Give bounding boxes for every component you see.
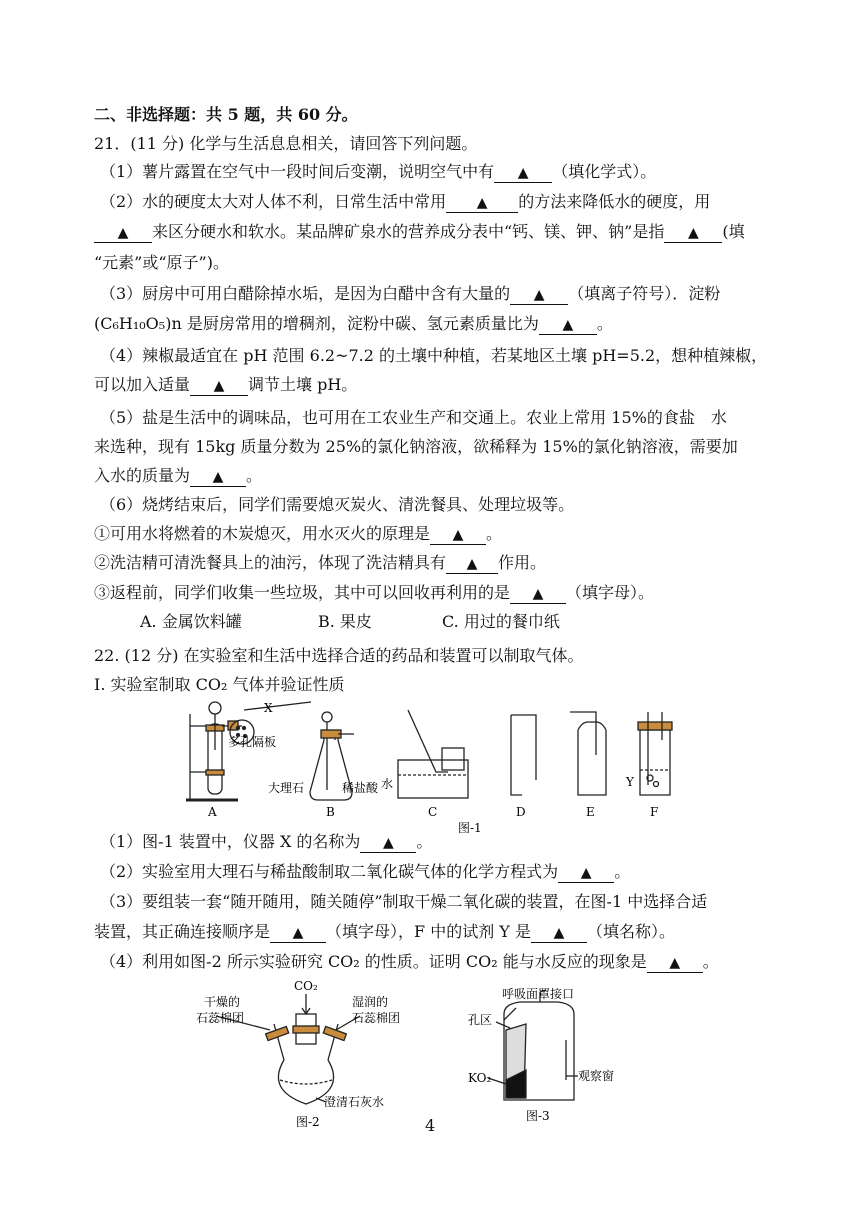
answer-blank[interactable]: ▲	[270, 924, 326, 943]
fig3-label-hole: 孔区	[468, 1013, 493, 1027]
fig1-label-y: Y	[626, 775, 634, 789]
q21-p2c: “元素”或“原子”)。	[94, 253, 229, 272]
q21-p2b: ▲ 来区分硬水和软水。某品牌矿泉水的营养成分表中“钙、镁、钾、钠”是指 ▲ (填	[94, 221, 745, 243]
fig2-label-lime: 澄清石灰水	[324, 1095, 385, 1109]
q22-p4: （4）利用如图-2 所示实验研究 CO₂ 的性质。证明 CO₂ 能与水反应的现象是 ▲ 。	[100, 952, 719, 971]
figure-2	[196, 980, 436, 1130]
fig2-label-wet-2: 石蕊棉团	[352, 1011, 401, 1025]
figure-3	[466, 980, 646, 1125]
fig3-caption: 图-3	[526, 1109, 550, 1123]
fig1-letter-e: E	[586, 805, 595, 819]
answer-blank[interactable]: ▲	[446, 555, 498, 574]
q22-p2: （2）实验室用大理石与稀盐酸制取二氧化碳气体的化学方程式为 ▲ 。	[100, 862, 631, 881]
q21-option-a[interactable]: A. 金属饮料罐	[140, 612, 242, 631]
q21-p5c: 入水的质量为 ▲ 。	[94, 466, 263, 485]
q21-p4b: 可以加入适量 ▲ 调节土壤 pH。	[94, 375, 358, 394]
q21-p2a: （2）水的硬度太大对人体不利，日常生活中常用 ▲ 的方法来降低水的硬度，用	[100, 192, 711, 211]
fig1-letter-f: F	[650, 805, 659, 819]
fig1-label-board: 多孔隔板	[228, 735, 277, 749]
fig3-label-mask: 呼吸面罩接口	[502, 987, 575, 1001]
q21-option-b[interactable]: B. 果皮	[318, 612, 372, 631]
answer-blank[interactable]: ▲	[510, 585, 566, 604]
fig2-caption: 图-2	[296, 1115, 320, 1129]
answer-blank[interactable]: ▲	[190, 377, 248, 396]
fig1-letter-a: A	[208, 805, 217, 819]
q22-p1: （1）图-1 装置中，仪器 X 的名称为 ▲ 。	[100, 832, 433, 851]
fig1-label-water: 水	[381, 777, 394, 791]
fig1-label-acid: 稀盐酸	[342, 781, 379, 795]
answer-blank[interactable]: ▲	[647, 954, 703, 973]
starch-formula: (C₆H₁₀O₅)	[94, 314, 172, 333]
q21-p1: （1）薯片露置在空气中一段时间后变潮，说明空气中有 ▲ （填化学式）。	[100, 162, 657, 181]
q21-title: 21．(11 分) 化学与生活息息相关，请回答下列问题。	[94, 134, 478, 153]
q21-p6-1: ①可用水将燃着的木炭熄灭，用水灭火的原理是 ▲ 。	[94, 524, 503, 543]
q21-p4a: （4）辣椒最适宜在 pH 范围 6.2~7.2 的土壤中种植，若某地区土壤 pH=5.2，想种植辣椒，	[100, 346, 768, 365]
fig2-label-dry-2: 石蕊棉团	[196, 1011, 245, 1025]
section-heading: 二、非选择题：共 5 题，共 60 分。	[94, 105, 358, 124]
fig1-caption: 图-1	[458, 821, 482, 835]
answer-blank[interactable]: ▲	[664, 224, 722, 243]
q22-title: 22. (12 分) 在实验室和生活中选择合适的药品和装置可以制取气体。	[94, 646, 584, 665]
q21-p5a: （5）盐是生活中的调味品，也可用在工农业生产和交通上。农业上常用 15%的食盐 水	[100, 408, 727, 427]
q21-p6: （6）烧烤结束后，同学们需要熄灭炭火、清洗餐具、处理垃圾等。	[100, 495, 575, 514]
q21-p5b: 来选种，现有 15kg 质量分数为 25%的氯化钠溶液，欲稀释为 15%的氯化钠溶液，需要加	[94, 437, 738, 456]
answer-blank[interactable]: ▲	[510, 286, 568, 305]
q21-p3b: (C₆H₁₀O₅)n 是厨房常用的增稠剂，淀粉中碳、氢元素质量比为 ▲ 。	[94, 314, 613, 333]
fig1-letter-b: B	[326, 805, 335, 819]
q22-p3a: （3）要组装一套“随开随用，随关随停”制取干燥二氧化碳的装置，在图-1 中选择合适	[100, 892, 708, 911]
fig2-label-wet-1: 湿润的	[352, 995, 389, 1009]
answer-blank[interactable]: ▲	[94, 224, 152, 243]
answer-blank[interactable]: ▲	[446, 194, 518, 213]
q21-p3a: （3）厨房中可用白醋除掉水垢，是因为白醋中含有大量的 ▲ （填离子符号）．淀粉	[100, 284, 721, 303]
answer-blank[interactable]: ▲	[539, 316, 597, 335]
fig3-label-window: 观察窗	[578, 1069, 615, 1083]
q21-option-c[interactable]: C. 用过的餐巾纸	[442, 612, 560, 631]
fig3-label-ko2: KO₂	[468, 1071, 492, 1085]
answer-blank[interactable]: ▲	[190, 468, 246, 487]
answer-blank[interactable]: ▲	[360, 834, 416, 853]
fig1-label-marble: 大理石	[268, 781, 305, 795]
answer-blank[interactable]: ▲	[531, 924, 587, 943]
answer-blank[interactable]: ▲	[558, 864, 614, 883]
q22-part1: I. 实验室制取 CO₂ 气体并验证性质	[94, 675, 345, 694]
figure-1	[176, 700, 696, 840]
fig1-letter-d: D	[516, 805, 526, 819]
q21-p6-3: ③返程前，同学们收集一些垃圾，其中可以回收再利用的是 ▲ （填字母）。	[94, 583, 655, 602]
fig1-letter-c: C	[428, 805, 438, 819]
answer-blank[interactable]: ▲	[494, 164, 552, 183]
page-number: 4	[425, 1116, 436, 1135]
fig2-label-co2: CO₂	[294, 980, 318, 993]
fig2-label-dry-1: 干燥的	[204, 995, 241, 1009]
q22-p3b: 装置，其正确连接顺序是 ▲ （填字母），F 中的试剂 Y 是 ▲ （填名称）。	[94, 922, 675, 941]
answer-blank[interactable]: ▲	[430, 526, 486, 545]
q21-p6-2: ②洗洁精可清洗餐具上的油污，体现了洗洁精具有 ▲ 作用。	[94, 553, 547, 572]
fig1-label-x: X	[264, 701, 273, 715]
